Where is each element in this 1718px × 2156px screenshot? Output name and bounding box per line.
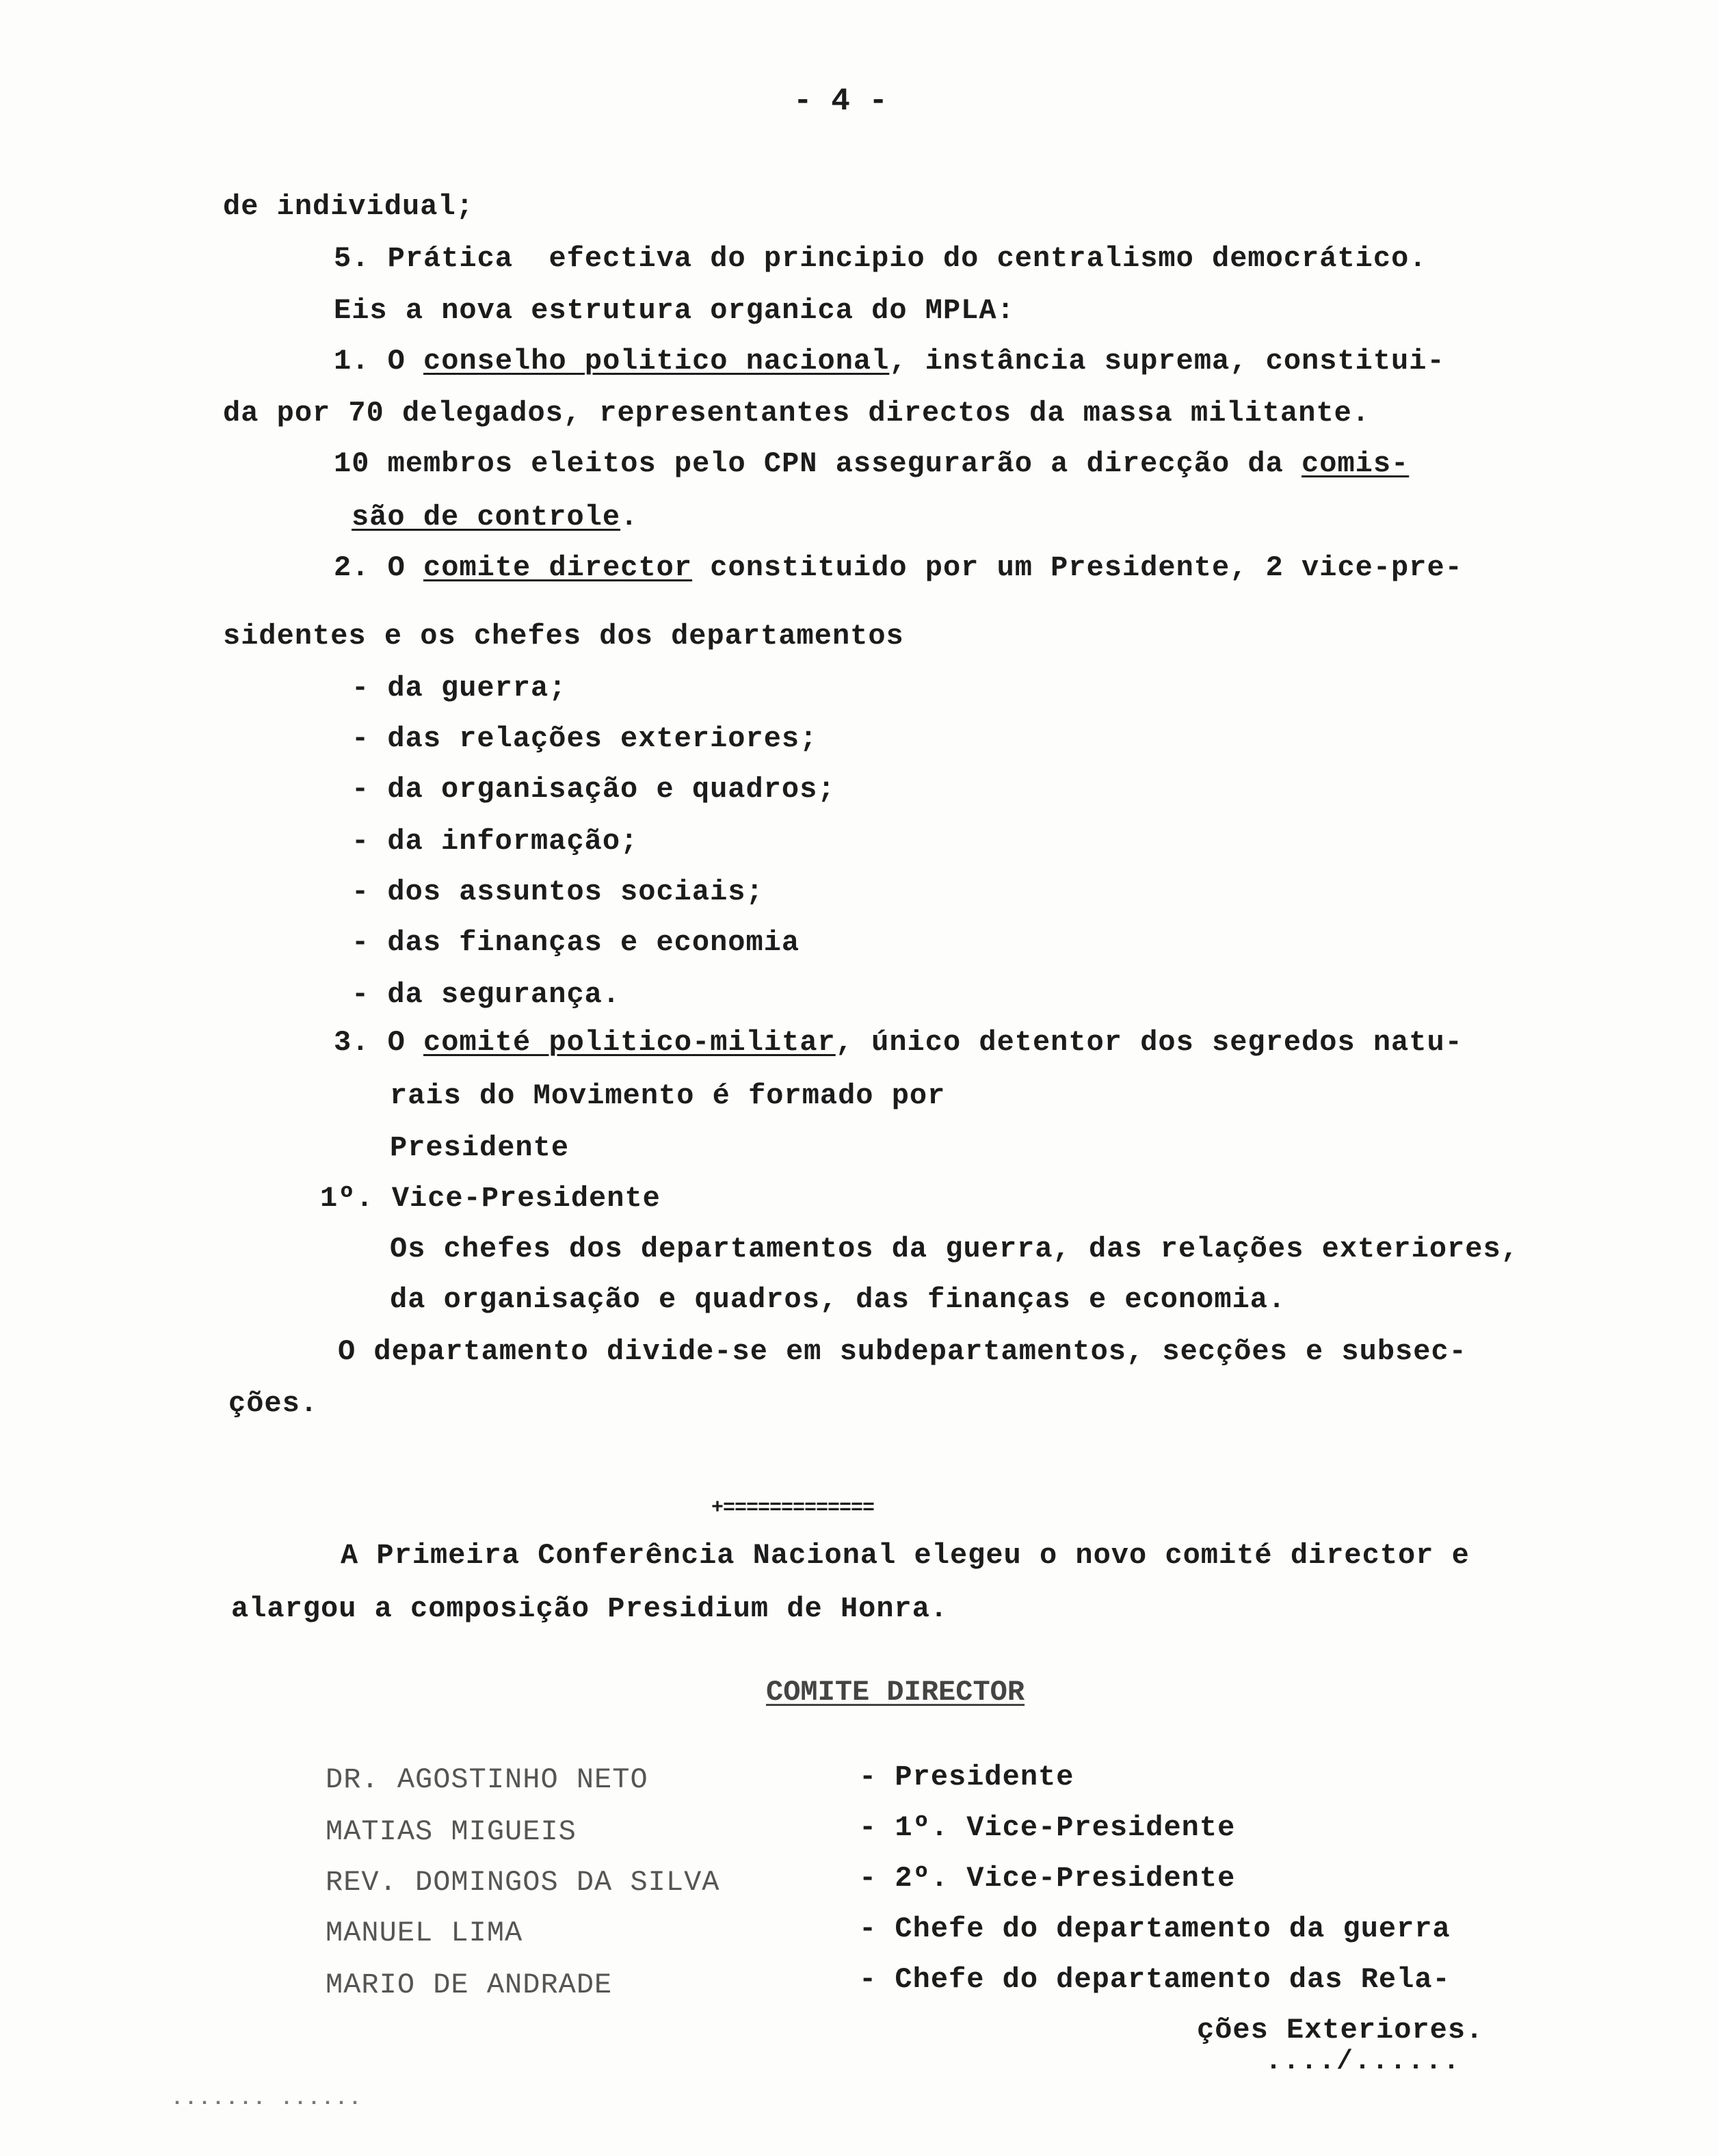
member-name: MATIAS MIGUEIS	[326, 1815, 577, 1848]
body-line	[334, 550, 1463, 586]
conference-line: alargou a composição Presidium de Honra.	[231, 1592, 949, 1625]
body-line: Eis a nova estrutura organica do MPLA:	[334, 294, 1015, 327]
bold-word: Prática	[387, 242, 514, 275]
body-line	[334, 343, 1445, 379]
department-item: - das finanças e economia	[352, 926, 800, 959]
body-line: rais do Movimento é formado por	[390, 1079, 946, 1112]
department-item: - da organisação e quadros;	[352, 773, 836, 806]
continuation-mark: ..../......	[1265, 2047, 1462, 2077]
line-text: 3. O	[334, 1026, 424, 1059]
section-divider: +=============	[711, 1497, 875, 1520]
footer-dots: ....... ......	[171, 2088, 363, 2111]
body-line: 1º. Vice-Presidente	[320, 1182, 661, 1215]
body-line: sidentes e os chefes dos departamentos	[223, 620, 904, 653]
line-text: 1. O	[334, 345, 424, 378]
department-item: - das relações exteriores;	[352, 722, 818, 755]
body-line	[352, 499, 638, 535]
department-item: - da informação;	[352, 825, 639, 858]
member-role: - Chefe do departamento da guerra	[859, 1912, 1451, 1945]
body-line	[334, 446, 1409, 482]
line-text: efectiva do principio do centralismo democrático.	[513, 242, 1427, 275]
line-text: constituido por um Presidente, 2 vice-pre-	[692, 551, 1463, 584]
member-role: - Presidente	[859, 1761, 1074, 1793]
member-role: - 1º. Vice-Presidente	[859, 1811, 1236, 1844]
body-line: ções.	[228, 1387, 319, 1420]
department-item: - dos assuntos sociais;	[352, 876, 764, 908]
line-text: 10 membros eleitos pelo CPN assegurarão a direcção da	[334, 447, 1302, 480]
body-line: Os chefes dos departamentos da guerra, das relações exteriores,	[390, 1233, 1519, 1265]
member-name: DR. AGOSTINHO NETO	[326, 1763, 648, 1796]
body-line	[334, 1025, 1463, 1060]
page-number: - 4 -	[793, 83, 888, 119]
line-text: , único detentor dos segredos natu-	[835, 1026, 1463, 1059]
member-role-continuation: ções Exteriores.	[1197, 2014, 1484, 2047]
conference-line: A Primeira Conferência Nacional elegeu o novo comité director e	[341, 1539, 1470, 1572]
department-item: - da guerra;	[352, 672, 567, 705]
line-text: , instância suprema, constitui-	[889, 345, 1445, 378]
department-item: - da segurança.	[352, 978, 621, 1011]
body-line: Presidente	[390, 1131, 570, 1164]
body-line: O departamento divide-se em subdepartamentos, secções e subsec-	[338, 1335, 1467, 1368]
body-line: da organisação e quadros, das finanças e economia.	[390, 1283, 1286, 1316]
member-role: - Chefe do departamento das Rela-	[859, 1963, 1451, 1996]
member-name: REV. DOMINGOS DA SILVA	[326, 1866, 720, 1899]
item-number: 5.	[334, 242, 388, 275]
member-name: MARIO DE ANDRADE	[326, 1969, 613, 2001]
member-name: MANUEL LIMA	[326, 1917, 523, 1949]
member-role: - 2º. Vice-Presidente	[859, 1862, 1236, 1895]
line-text: 2. O	[334, 551, 424, 584]
underlined-term: comite director	[423, 551, 693, 584]
underlined-term: comis-	[1301, 447, 1410, 480]
line-text: .	[620, 501, 639, 534]
body-line: da por 70 delegados, representantes directos da massa militante.	[223, 397, 1371, 430]
underlined-term: comité politico-militar	[423, 1026, 836, 1059]
body-line: de individual;	[223, 190, 474, 223]
underlined-term: são de controle	[352, 501, 621, 534]
underlined-term: conselho politico nacional	[423, 345, 890, 378]
committee-heading: COMITE DIRECTOR	[766, 1676, 1025, 1709]
body-line	[334, 241, 1427, 276]
